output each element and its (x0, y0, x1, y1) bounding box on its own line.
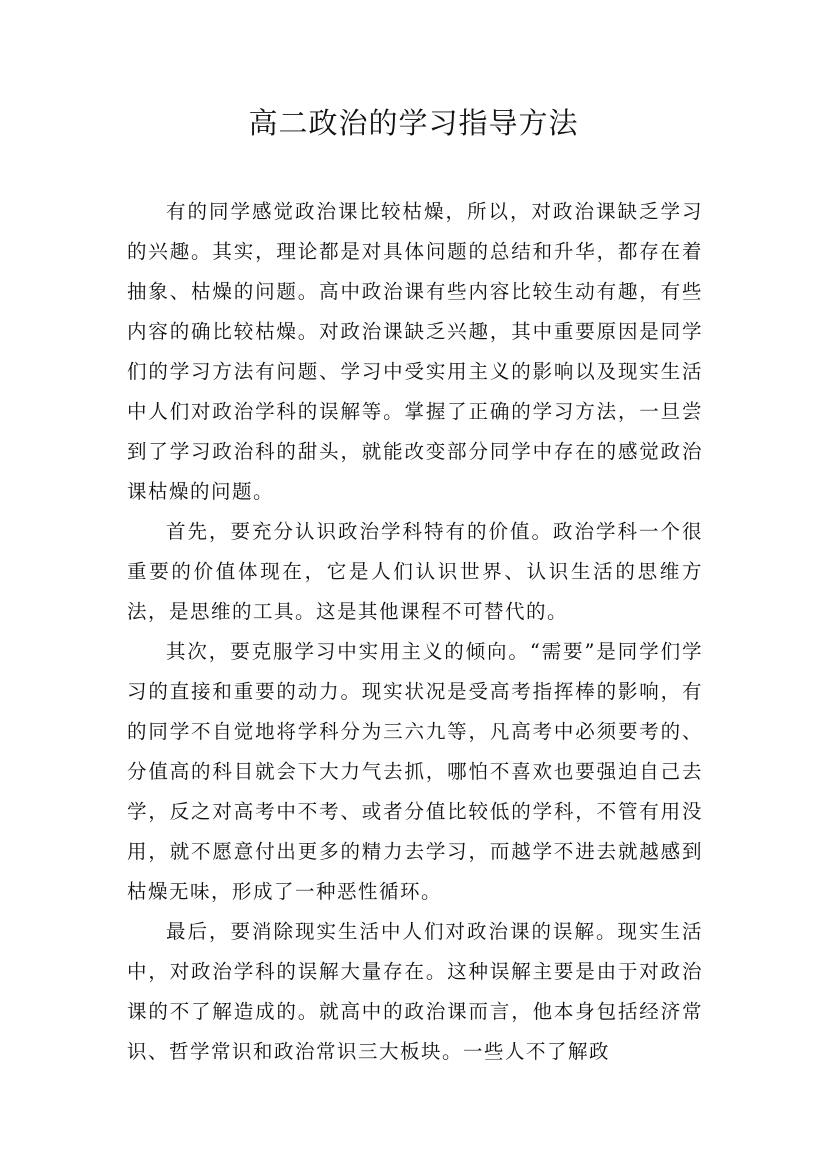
paragraph-first-point: 首先，要充分认识政治学科特有的价值。政治学科一个很重要的价值体现在，它是人们认识世界、认识生活的思维方法，是思维的工具。这是其他课程不可替代的。 (127, 520, 703, 623)
document-title: 高二政治的学习指导方法 (248, 106, 579, 140)
paragraph-third-point: 最后，要消除现实生活中人们对政治课的误解。现实生活中，对政治学科的误解大量存在。这种误解主要是由于对政治课的不了解造成的。就高中的政治课而言，他本身包括经济常识、哲学常识和政治常识三大板块。一些人不了解政 (127, 920, 703, 1063)
paragraph-second-point: 其次，要克服学习中实用主义的倾向。“需要”是同学们学习的直接和重要的动力。现实状况是受高考指挥棒的影响，有的同学不自觉地将学科分为三六九等，凡高考中必须要考的、分值高的科目就会下大力气去抓，哪怕不喜欢也要强迫自己去学，反之对高考中不考、或者分值比较低的学科，不管有用没用，就不愿意付出更多的精力去学习，而越学不进去就越感到枯燥无味，形成了一种恶性循环。 (127, 640, 703, 903)
document-body (127, 192, 703, 1072)
paragraph-intro: 有的同学感觉政治课比较枯燥，所以，对政治课缺乏学习的兴趣。其实，理论都是对具体问题的总结和升华，都存在着抽象、枯燥的问题。高中政治课有些内容比较生动有趣，有些内容的确比较枯燥。对政治课缺乏兴趣，其中重要原因是同学们的学习方法有问题、学习中受实用主义的影响以及现实生活中人们对政治学科的误解等。掌握了正确的学习方法，一旦尝到了学习政治科的甜头，就能改变部分同学中存在的感觉政治课枯燥的问题。 (127, 200, 703, 503)
